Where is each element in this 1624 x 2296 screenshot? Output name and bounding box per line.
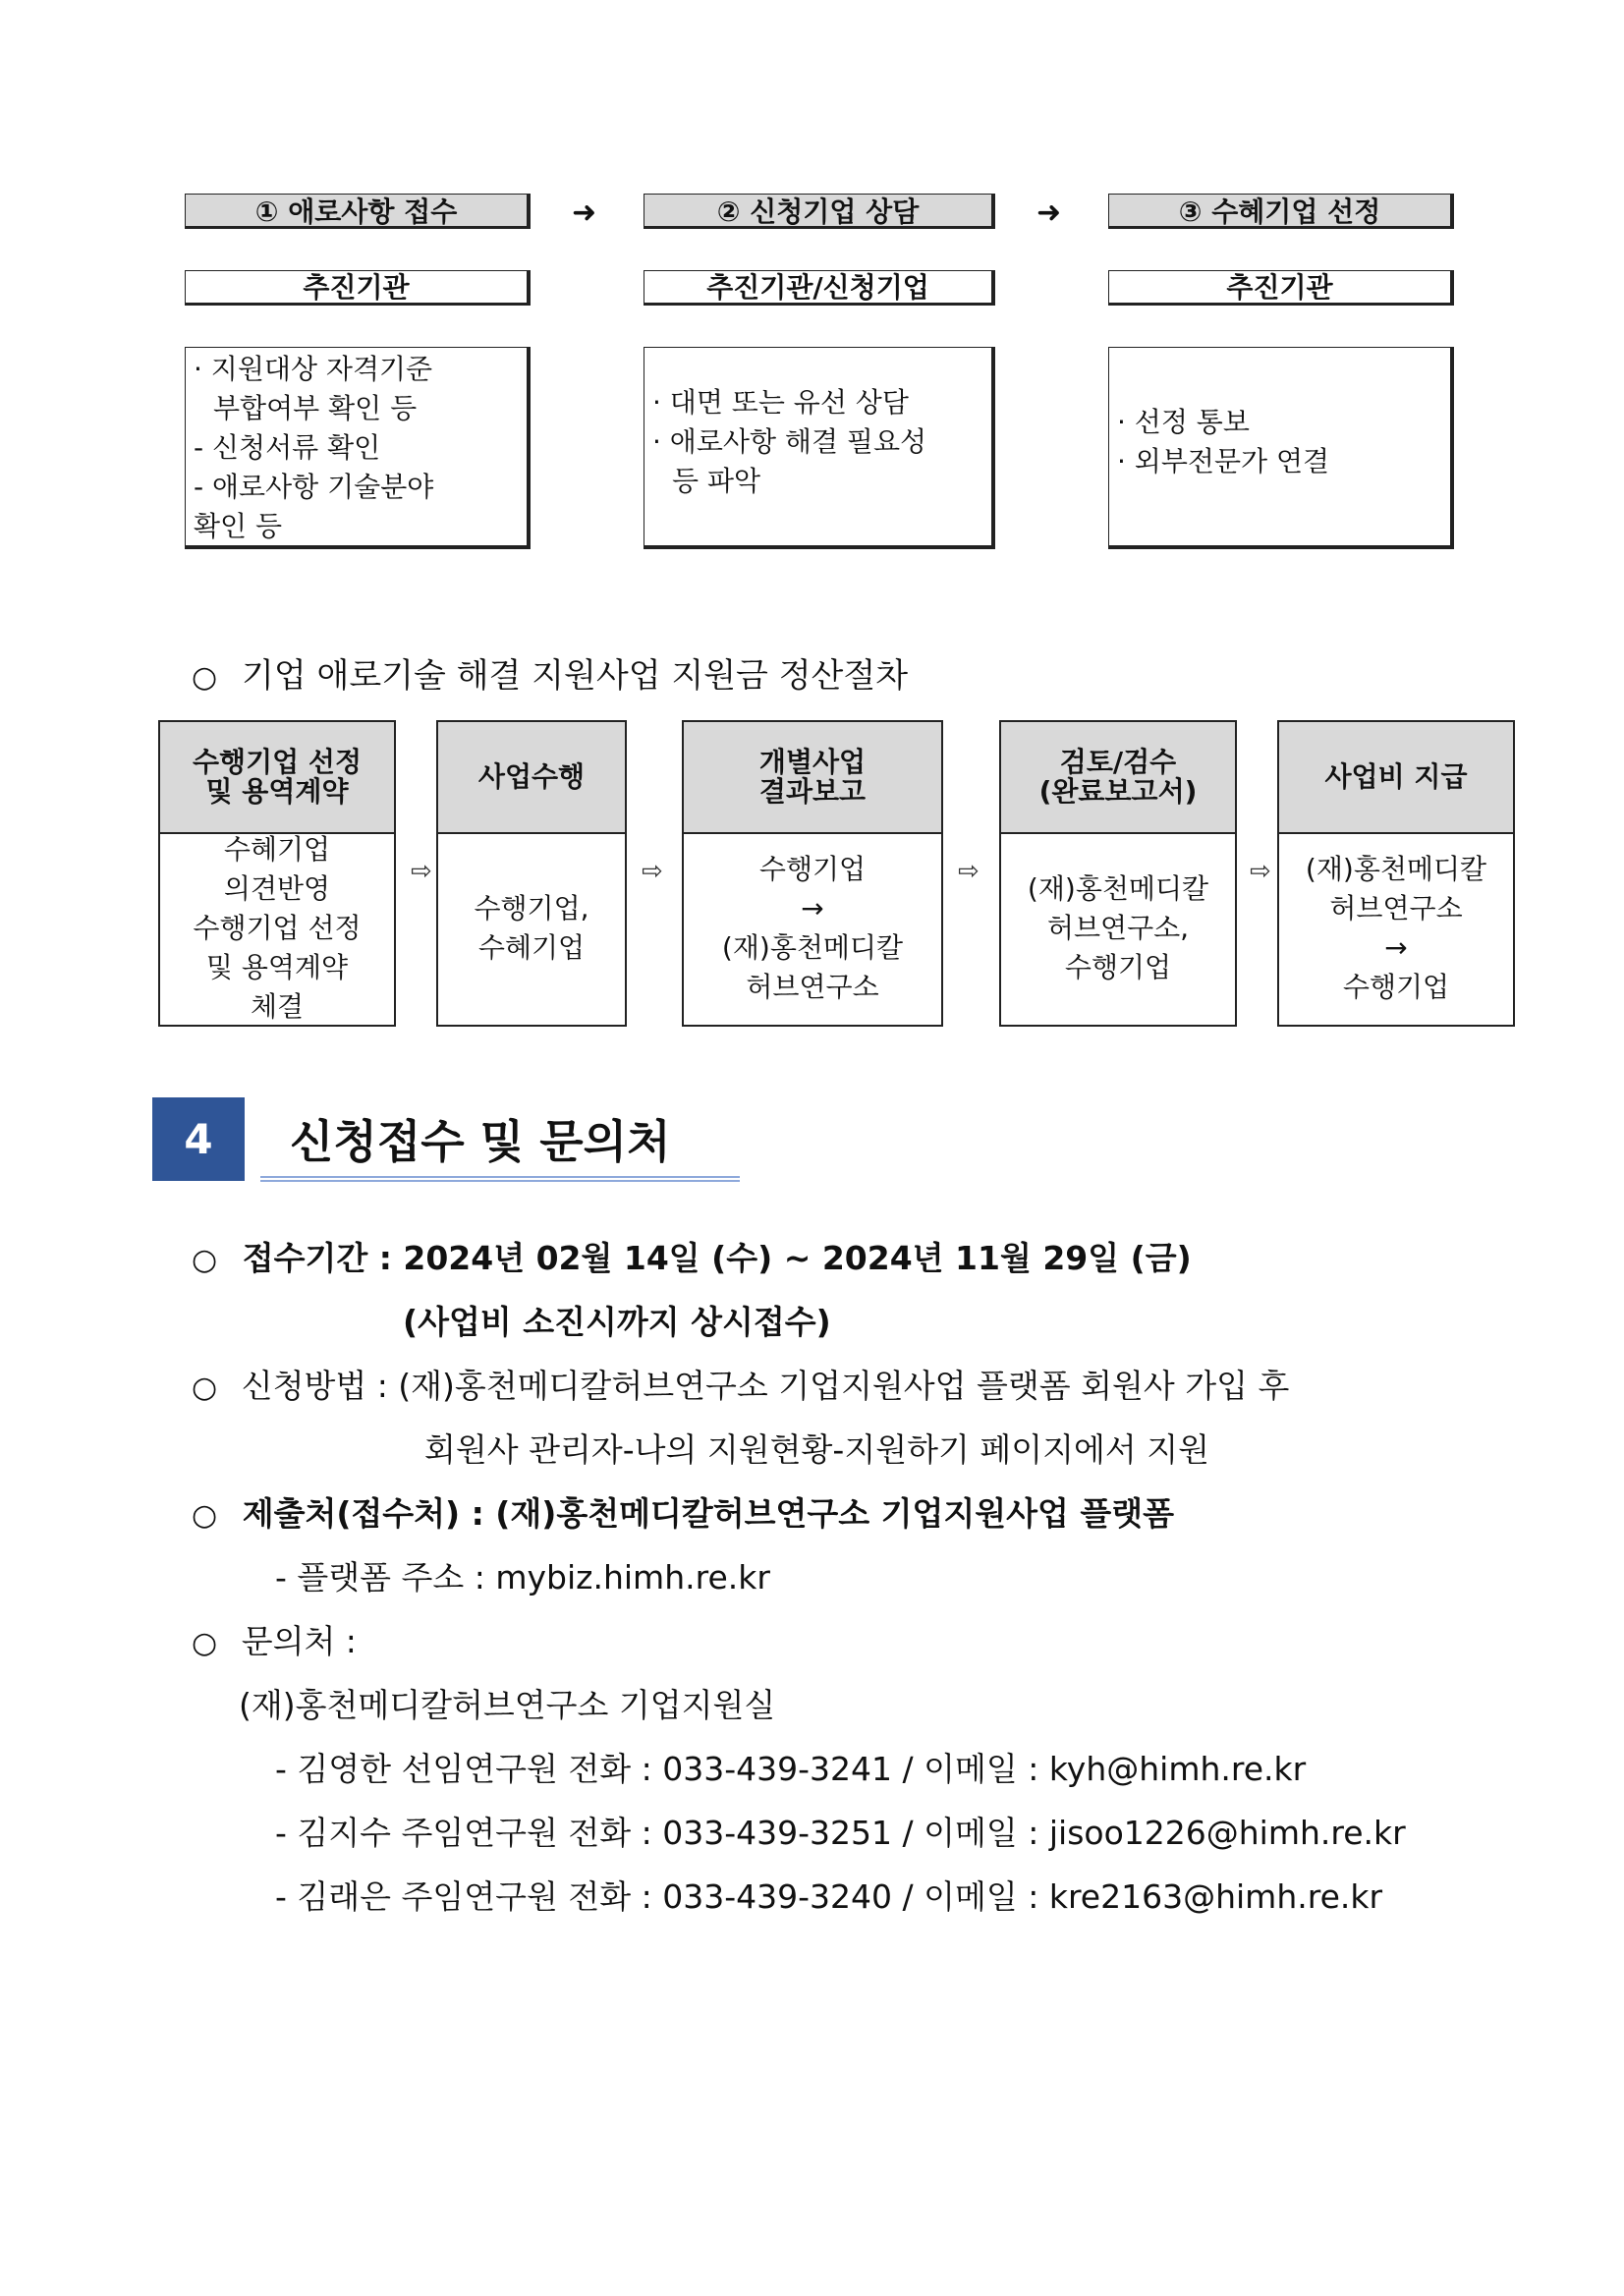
flow-arrow-icon: ⇨ [411,857,432,886]
step-1-line: 부합여부 확인 등 [213,392,418,424]
settlement-box-3 [682,720,943,1027]
settlement-box-body [1279,832,1513,1025]
bullet-icon: ○ [192,660,218,695]
head-line: 검토/검수 [1059,746,1177,778]
step-1-body [185,347,531,549]
section-number-badge: 4 [152,1097,245,1181]
step-1-line: - 신청서류 확인 [194,431,381,464]
step-1-agency: 추진기관 [185,270,531,306]
method-text: 신청방법 : (재)홍천메디칼허브연구소 기업지원사업 플랫폼 회원사 가입 후 [241,1367,1290,1405]
body-line: 허브연구소 [746,971,879,1003]
step-2-line: 등 파악 [672,465,761,497]
step-1-line: 확인 등 [194,510,283,542]
body-line: 허브연구소 [1329,892,1463,924]
section-title: 신청접수 및 문의처 [290,1115,671,1168]
method-continuation: 회원사 관리자-나의 지원현황-지원하기 페이지에서 지원 [424,1430,1209,1469]
settlement-box-4 [999,720,1237,1027]
body-line: (재)홍천메디칼 [1305,853,1487,885]
settlement-box-body [1001,832,1235,1025]
settlement-box-head [684,722,941,834]
head-line: 및 용역계약 [205,775,349,808]
body-line: 수혜기업 [223,833,331,866]
head-line: 사업비 지급 [1324,760,1468,793]
contact-person: - 김래은 주임연구원 전화 : 033-439-3240 / 이메일 : kre2163@himh.re.kr [275,1877,1383,1916]
settlement-heading-text: 기업 애로기술 해결 지원사업 지원금 정산절차 [242,656,909,696]
head-line: 사업수행 [477,760,586,793]
head-line: 수행기업 선정 [192,746,363,778]
contact-label: 문의처 : [241,1622,357,1660]
body-line: 수행기업 선정 [193,912,362,944]
period-text: 접수기간 : 2024년 02월 14일 (수) ~ 2024년 11월 29일 (금) [242,1239,1192,1277]
settlement-box-2 [436,720,627,1027]
body-line: → [801,892,824,924]
flow-arrow-icon: ⇨ [958,857,980,886]
step-1-line: · 지원대상 자격기준 [194,353,433,385]
step-2-body [644,347,995,549]
step-3-title: ③ 수혜기업 선정 [1108,194,1454,229]
item-submit [192,1488,1174,1535]
step-2-line: · 대면 또는 유선 상담 [652,386,909,419]
body-line: 및 용역계약 [205,951,349,983]
step-3-body [1108,347,1454,549]
body-line: 의견반영 [223,872,331,905]
step-3-line: · 외부전문가 연결 [1117,445,1330,477]
item-method [192,1361,1289,1407]
item-contact [192,1616,357,1662]
contact-org: (재)홍천메디칼허브연구소 기업지원실 [239,1686,776,1724]
body-line: 체결 [250,990,305,1023]
body-line: 수행기업 [758,853,867,885]
step-1-line: - 애로사항 기술분야 [194,471,434,503]
body-line: (재)홍천메디칼 [1027,872,1209,905]
step-3-line: · 선정 통보 [1117,406,1250,438]
step-arrow-icon: ➜ [1036,196,1062,230]
body-line: 수행기업 [1342,971,1450,1003]
head-line: 결과보고 [758,775,867,808]
bullet-icon: ○ [192,1498,218,1533]
settlement-box-head [160,722,394,834]
settlement-box-body [684,832,941,1025]
step-2-agency: 추진기관/신청기업 [644,270,995,306]
head-line: (완료보고서) [1038,775,1198,808]
step-2-line: · 애로사항 해결 필요성 [652,425,927,458]
body-line: → [1384,931,1408,964]
contact-person: - 김지수 주임연구원 전화 : 033-439-3251 / 이메일 : jisoo1226@himh.re.kr [275,1814,1406,1852]
head-line: 개별사업 [758,746,867,778]
step-2-title: ② 신청기업 상담 [644,194,995,229]
body-line: (재)홍천메디칼 [721,931,904,964]
settlement-box-head [1279,722,1513,834]
settlement-heading [192,648,908,697]
submit-text: 제출처(접수처) : (재)홍천메디칼허브연구소 기업지원사업 플랫폼 [242,1494,1174,1533]
body-line: 수행기업, [474,892,589,924]
step-3-agency: 추진기관 [1108,270,1454,306]
body-line: 수행기업 [1064,951,1172,983]
section-underline [260,1176,740,1182]
bullet-icon: ○ [192,1371,218,1405]
flow-arrow-icon: ⇨ [1250,857,1271,886]
step-arrow-icon: ➜ [572,196,597,230]
item-period [192,1233,1192,1279]
settlement-box-1 [158,720,396,1027]
bullet-icon: ○ [192,1243,218,1277]
settlement-box-body [160,832,394,1025]
settlement-box-head [1001,722,1235,834]
period-note: (사업비 소진시까지 상시접수) [403,1303,831,1341]
bullet-icon: ○ [192,1626,218,1660]
body-line: 허브연구소, [1046,912,1190,944]
settlement-box-body [438,832,625,1025]
contact-person: - 김영한 선임연구원 전화 : 033-439-3241 / 이메일 : kyh@himh.re.kr [275,1750,1307,1788]
flow-arrow-icon: ⇨ [642,857,663,886]
settlement-box-5 [1277,720,1515,1027]
step-1-title: ① 애로사항 접수 [185,194,531,229]
settlement-box-head [438,722,625,834]
platform-address: - 플랫폼 주소 : mybiz.himh.re.kr [275,1558,770,1596]
body-line: 수혜기업 [477,931,586,964]
